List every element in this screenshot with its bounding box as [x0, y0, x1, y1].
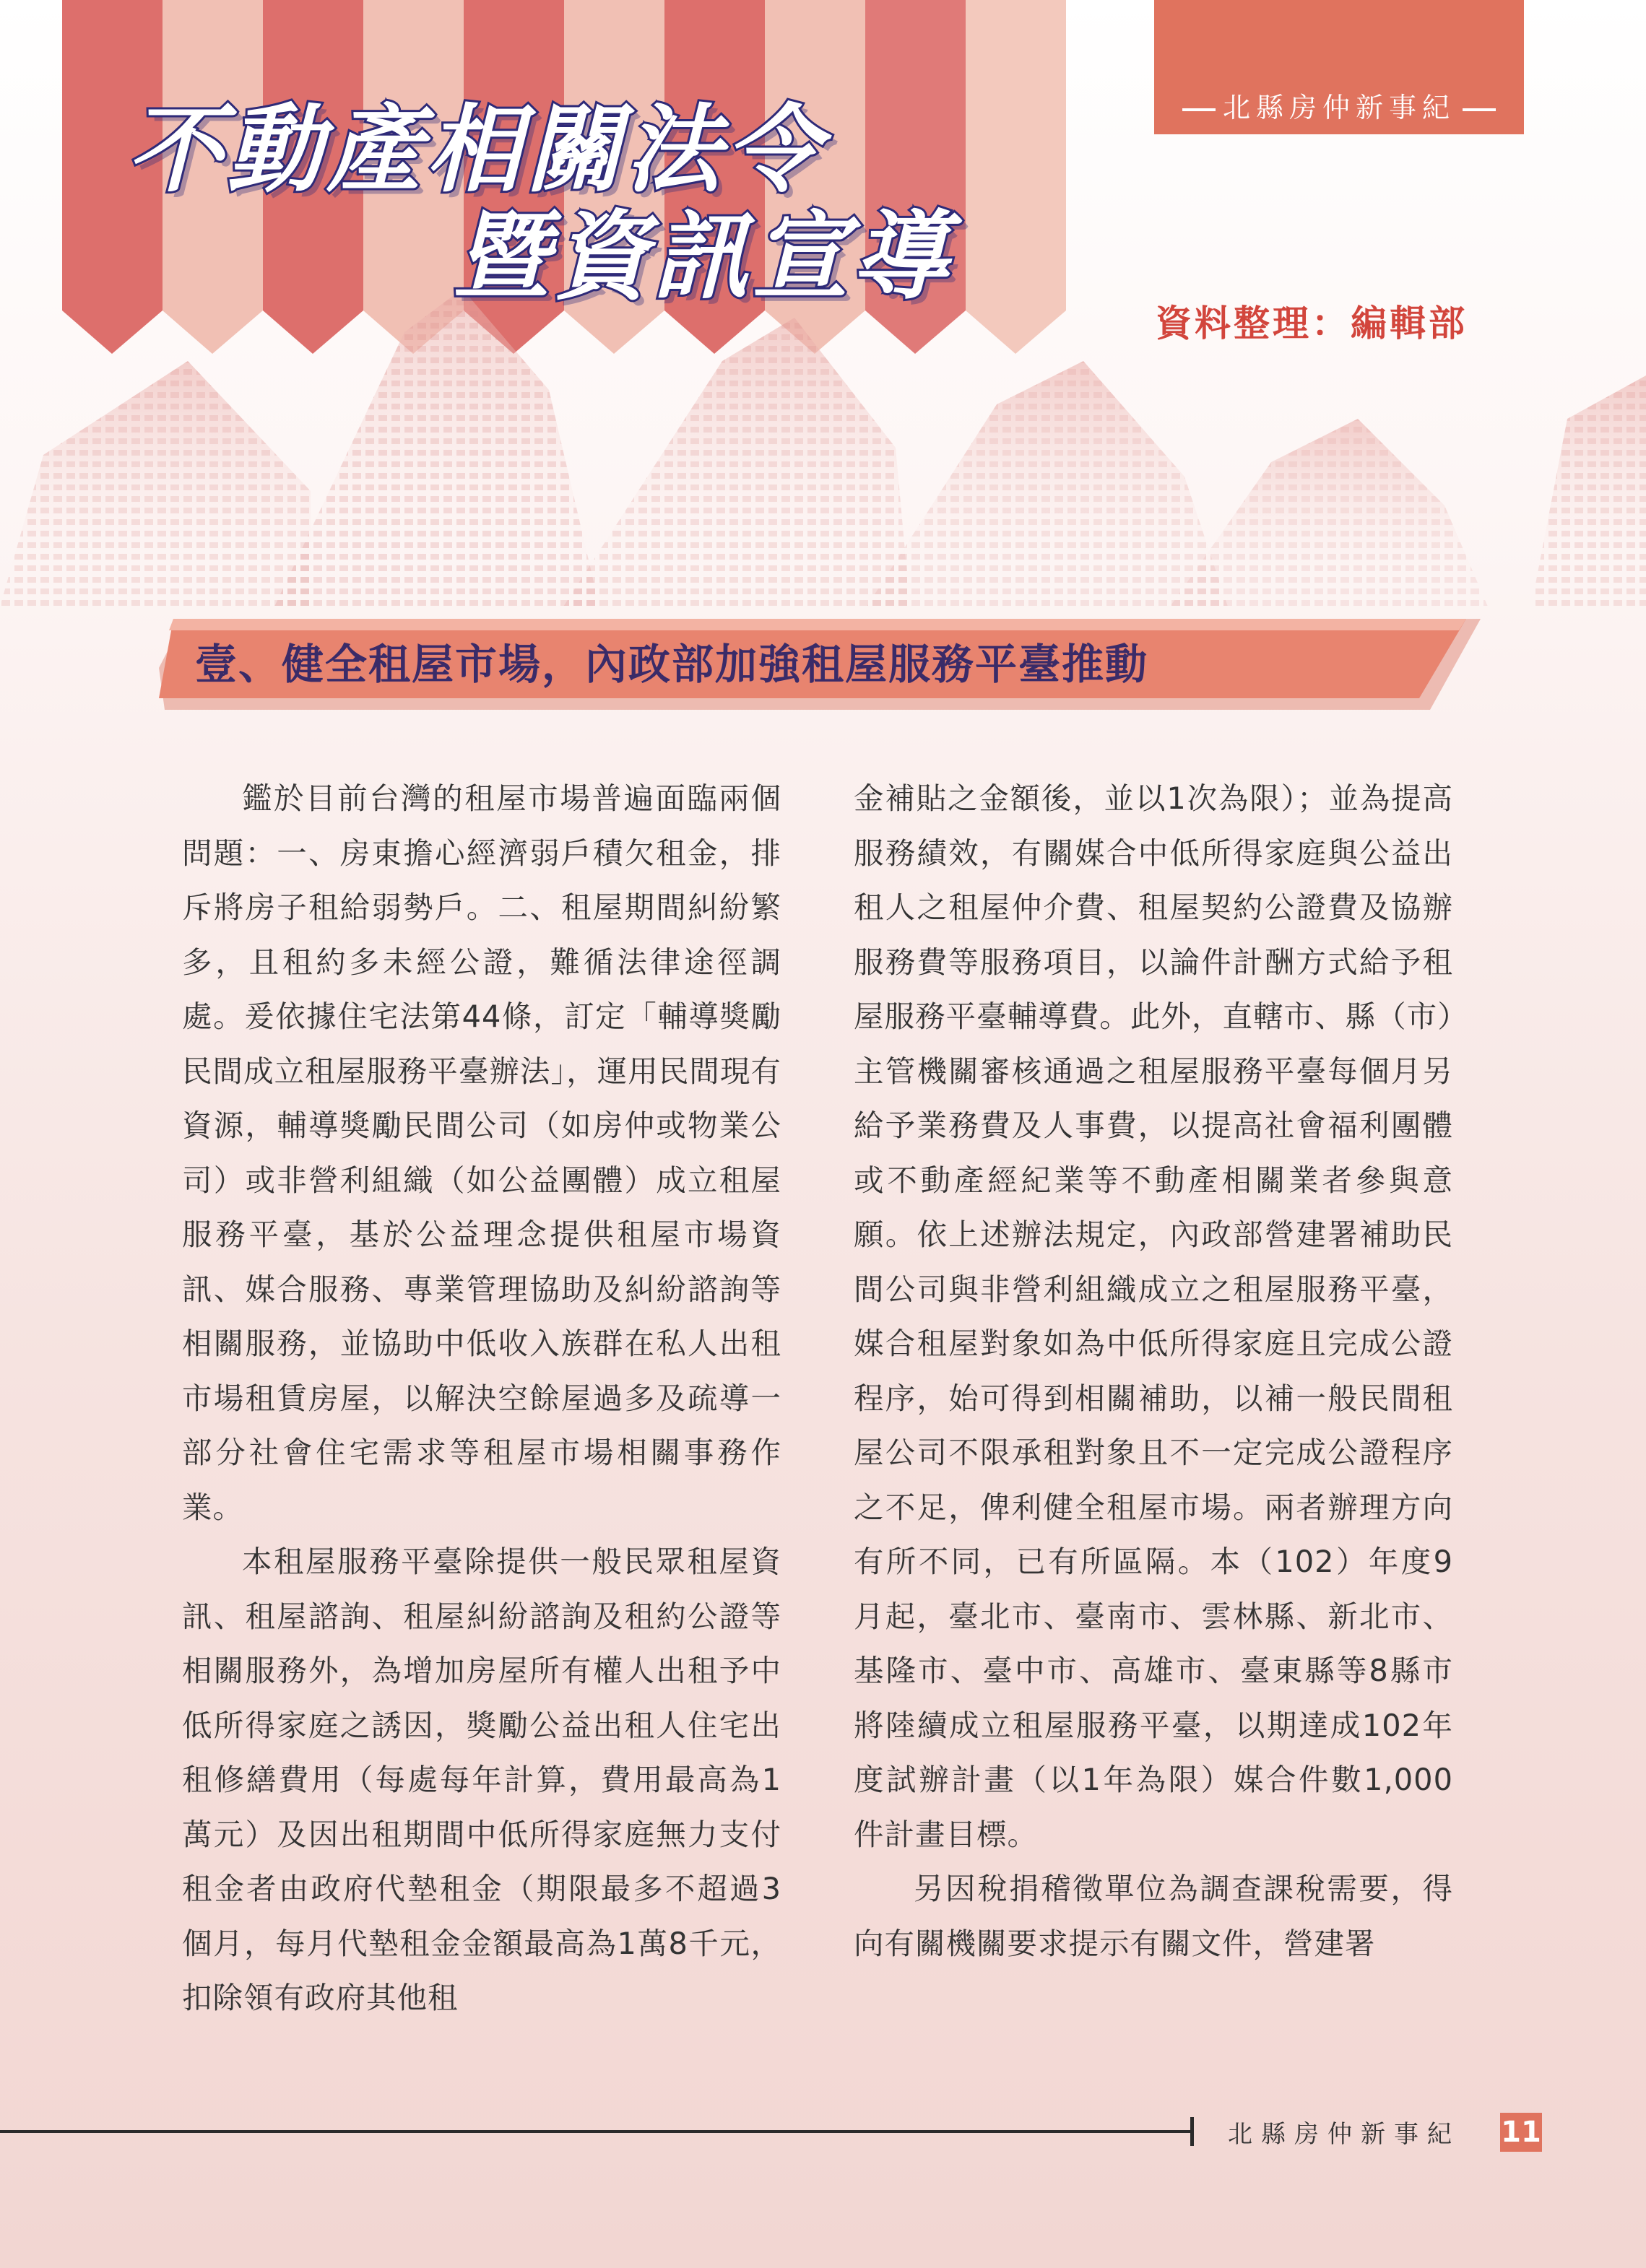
- article-column-right: [854, 771, 1453, 1971]
- paragraph: 另因稅捐稽徵單位為調查課稅需要，得向有關機關要求提示有關文件，營建署: [854, 1871, 1453, 1961]
- footer-rule-tick: [1190, 2117, 1194, 2146]
- section-tag-label: 北縣房仲新事紀: [1222, 92, 1455, 123]
- section-tag: [1154, 0, 1524, 134]
- page-title-line-1: 不動產相關法令: [127, 95, 825, 206]
- credit-line: 資料整理：編輯部: [1156, 303, 1468, 344]
- tag-rule-right: [1463, 108, 1496, 111]
- article-column-left: [182, 771, 781, 2025]
- paragraph: 本租屋服務平臺除提供一般民眾租屋資訊、租屋諮詢、租屋糾紛諮詢及租約公證等相關服務外，為增加房屋所有權人出租予中低所得家庭之誘因，獎勵公益出租人住宅出租修繕費用（每處每年計算，費用最高為1萬元）及因出租期間中低所得家庭無力支付租金者由政府代墊租金（期限最多不超過3個月，每月代墊租金金額最高為1萬8千元，扣除領有政府其他租: [182, 1544, 781, 2015]
- footer-rule: [0, 2130, 1192, 2133]
- tag-rule-left: [1182, 108, 1216, 111]
- footer-label: 北縣房仲新事紀: [1228, 2120, 1460, 2149]
- page-number: 11: [1500, 2113, 1542, 2152]
- section-heading: 壹、健全租屋市場，內政部加強租屋服務平臺推動: [195, 640, 1149, 689]
- paragraph: 金補貼之金額後，並以1次為限）；並為提高服務績效，有關媒合中低所得家庭與公益出租人之租屋仲介費、租屋契約公證費及協辦服務費等服務項目，以論件計酬方式給予租屋服務平臺輔導費。此外，直轄市、縣（市）主管機關審核通過之租屋服務平臺每個月另給予業務費及人事費，以提高社會福利團體或不動產經紀業等不動產相關業者參與意願。依上述辦法規定，內政部營建署補助民間公司與非營利組織成立之租屋服務平臺，媒合租屋對象如為中低所得家庭且完成公證程序，始可得到相關補助，以補一般民間租屋公司不限承租對象且不一定完成公證程序之不足，俾利健全租屋市場。兩者辦理方向有所不同，已有所區隔。本（102）年度9月起，臺北市、臺南市、雲林縣、新北市、基隆市、臺中市、高雄市、臺東縣等8縣市將陸續成立租屋服務平臺，以期達成102年度試辦計畫（以1年為限）媒合件數1,000件計畫目標。: [854, 781, 1453, 1852]
- paragraph: 鑑於目前台灣的租屋市場普遍面臨兩個問題：一、房東擔心經濟弱戶積欠租金，排斥將房子租給弱勢戶。二、租屋期間糾紛繁多，且租約多未經公證，難循法律途徑調處。爰依據住宅法第44條，訂定「輔導獎勵民間成立租屋服務平臺辦法」，運用民間現有資源，輔導獎勵民間公司（如房仲或物業公司）或非營利組織（如公益團體）成立租屋服務平臺，基於公益理念提供租屋市場資訊、媒合服務、專業管理協助及糾紛諮詢等相關服務，並協助中低收入族群在私人出租市場租賃房屋，以解決空餘屋過多及疏導一部分社會住宅需求等租屋市場相關事務作業。: [182, 781, 781, 1525]
- page-title-line-2: 暨資訊宣導: [454, 201, 952, 313]
